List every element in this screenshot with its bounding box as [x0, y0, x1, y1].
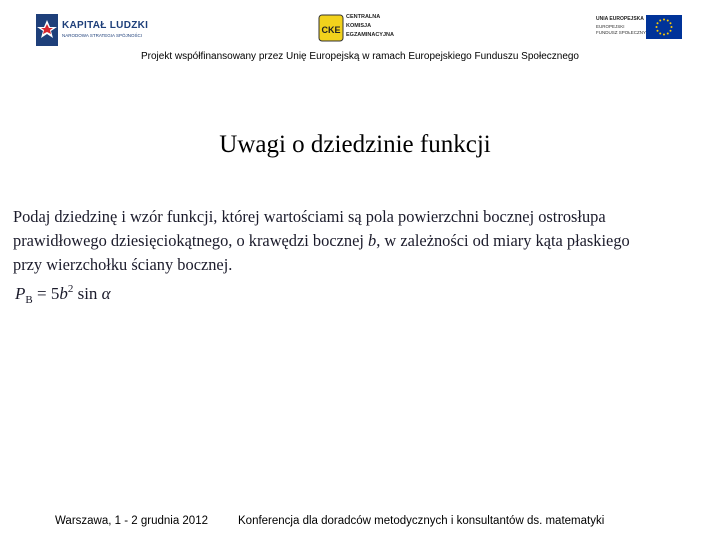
cke-emblem-icon: [318, 14, 344, 42]
area-formula: [15, 283, 111, 306]
eu-star-icon: [670, 30, 672, 32]
eu-subtitle-line-1: EUROPEJSKI: [596, 24, 625, 29]
eu-subtitle-line-2: FUNDUSZ SPOŁECZNY: [596, 30, 647, 35]
funding-banner: Projekt współfinansowany przez Unię Europejską w ramach Europejskiego Funduszu Społecznego: [140, 51, 579, 62]
formula-equals: = 5: [32, 284, 60, 303]
formula-angle: α: [101, 284, 111, 303]
problem-line-1: Podaj dziedzinę i wzór funkcji, której wartościami są pola powierzchni bocznej ostrosłupa: [13, 207, 606, 226]
problem-line-3: przy wierzchołku ściany bocznej.: [13, 255, 233, 274]
eu-star-icon: [667, 33, 669, 35]
formula-variable-b: b: [59, 284, 68, 303]
eu-star-icon: [657, 30, 659, 32]
cke-line-1: CENTRALNA: [346, 14, 381, 20]
problem-line-2-end: , w zależności od miary kąta płaskiego: [376, 231, 630, 250]
footer-location-date: Warszawa, 1 - 2 grudnia 2012: [55, 515, 208, 527]
cke-badge-text: CKE: [321, 25, 341, 35]
eu-subtitle: [596, 24, 646, 36]
eu-star-icon: [656, 26, 658, 28]
kapital-ludzki-name: KAPITAŁ LUDZKI: [62, 20, 149, 31]
kapital-ludzki-emblem-icon: [34, 12, 60, 48]
cke-line-3: EGZAMINACYJNA: [346, 32, 394, 38]
formula-function: sin: [73, 284, 102, 303]
kapital-ludzki-subtitle: NARODOWA STRATEGIA SPÓJNOŚCI: [62, 33, 143, 38]
eu-star-icon: [667, 20, 669, 22]
eu-name: UNIA EUROPEJSKA: [596, 16, 644, 22]
eu-star-icon: [671, 26, 673, 28]
kapital-ludzki-logo: [34, 10, 152, 50]
problem-statement: [13, 205, 717, 277]
problem-variable-b: b: [368, 231, 377, 250]
footer-conference: Konferencja dla doradców metodycznych i konsultantów ds. matematyki: [238, 515, 605, 527]
eu-star-icon: [670, 22, 672, 24]
formula-exponent: 2: [67, 283, 74, 295]
formula-lhs: P: [15, 284, 26, 303]
eu-star-icon: [659, 20, 661, 22]
eu-flag-icon: [646, 15, 682, 39]
problem-line-2-start: prawidłowego dziesięciokątnego, o krawędzi bocznej: [13, 231, 368, 250]
slide-title: Uwagi o dziedzinie funkcji: [219, 131, 491, 158]
eu-star-icon: [657, 22, 659, 24]
eu-logo: [594, 13, 684, 41]
eu-star-icon: [663, 19, 665, 21]
cke-name: [346, 13, 394, 40]
cke-line-2: KOMISJA: [346, 23, 372, 29]
formula-lhs-subscript: B: [25, 294, 33, 306]
eu-star-icon: [663, 34, 665, 36]
eu-star-icon: [659, 33, 661, 35]
cke-logo: [318, 12, 408, 52]
problem-line-2: [13, 229, 717, 253]
